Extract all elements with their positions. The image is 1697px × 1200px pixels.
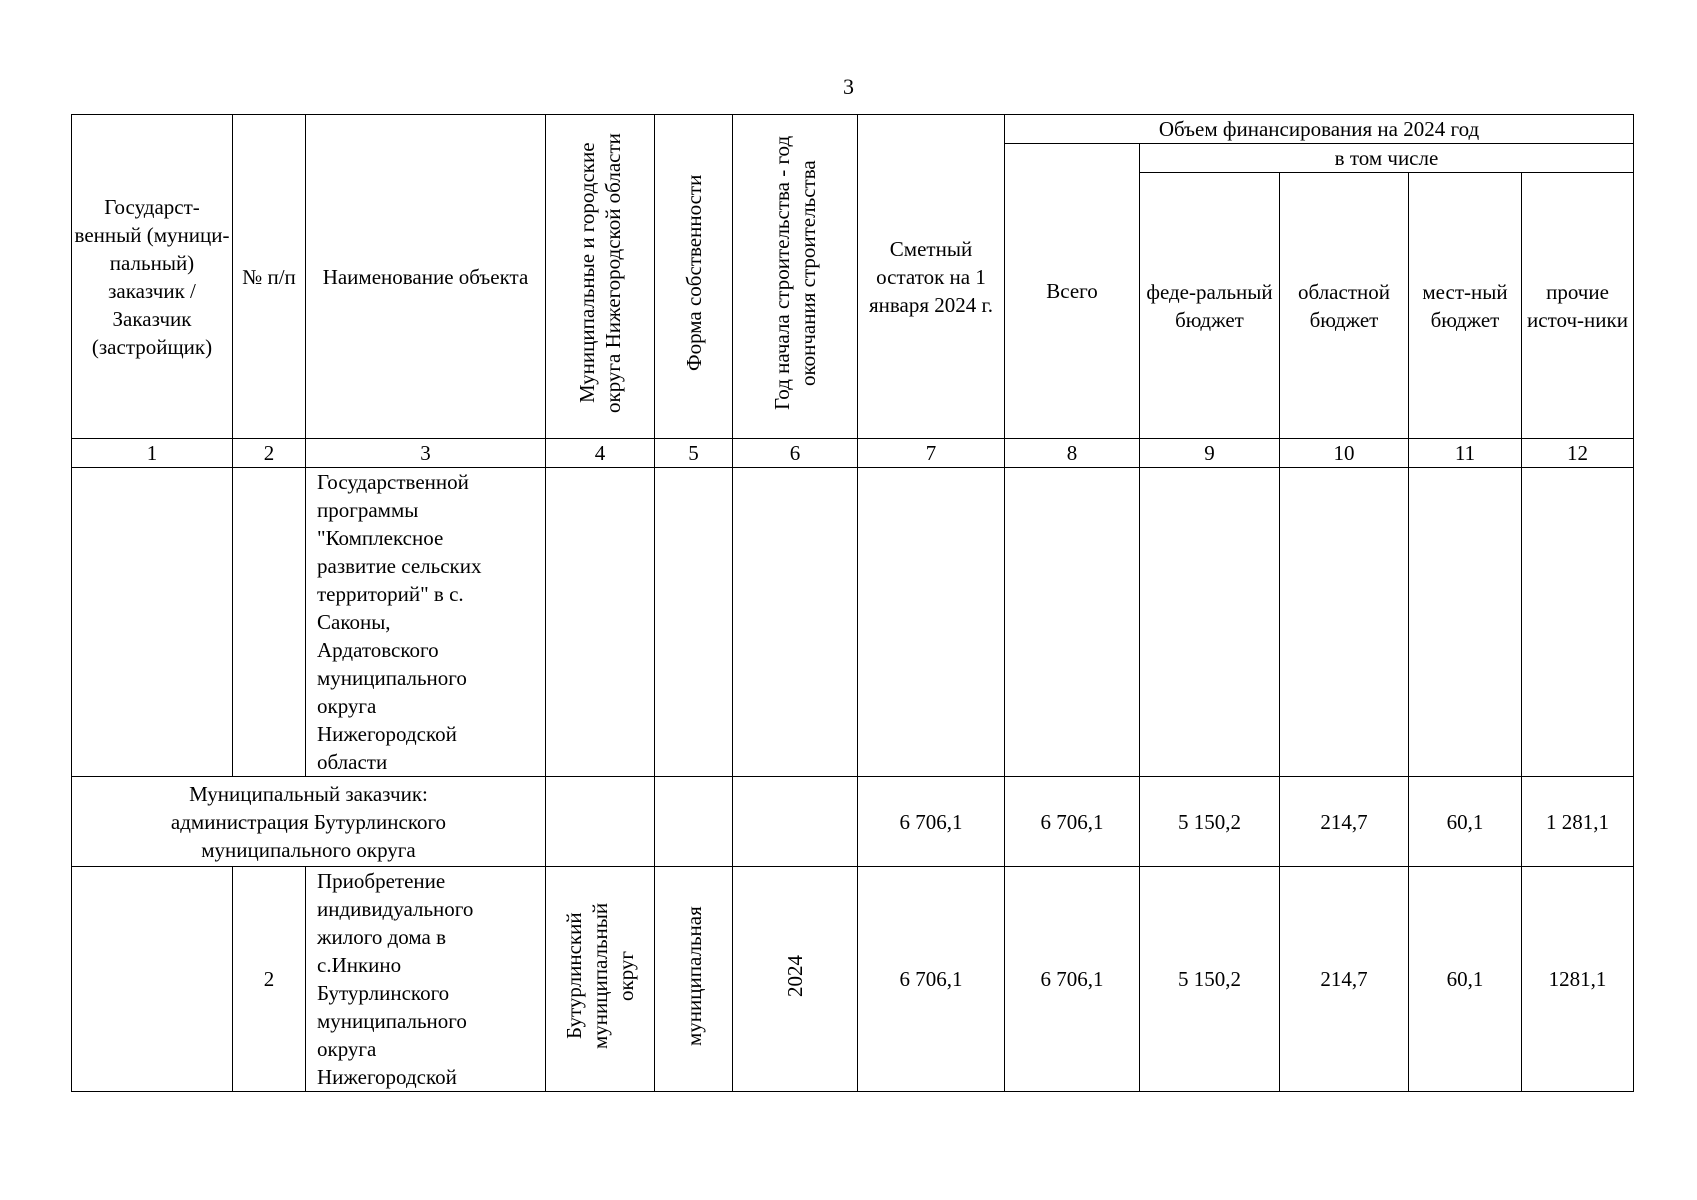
object-total: 6 706,1: [1005, 867, 1140, 1092]
table-row-object: [72, 867, 1634, 1092]
column-number: 4: [546, 439, 655, 468]
header-local: мест-ный бюджет: [1409, 173, 1522, 439]
header-years: Год начала строительства - год окончания строительства: [733, 115, 858, 439]
header-federal: феде-ральный бюджет: [1140, 173, 1280, 439]
header-estimated-balance: Сметный остаток на 1 января 2024 г.: [858, 115, 1005, 439]
column-number: 3: [306, 439, 546, 468]
column-number: 9: [1140, 439, 1280, 468]
customer-estimated-balance: 6 706,1: [858, 777, 1005, 867]
column-number: 10: [1280, 439, 1409, 468]
customer-local: 60,1: [1409, 777, 1522, 867]
header-other: прочие источ-ники: [1522, 173, 1634, 439]
header-total: Всего: [1005, 144, 1140, 439]
column-number: 12: [1522, 439, 1634, 468]
header-financing-group: Объем финансирования на 2024 год: [1005, 115, 1634, 144]
object-district: Бутурлинский муниципальный округ: [546, 867, 655, 1092]
header-districts: Муниципальные и городские округа Нижегородской области: [546, 115, 655, 439]
customer-total: 6 706,1: [1005, 777, 1140, 867]
table-row-customer: [72, 777, 1634, 867]
object-regional: 214,7: [1280, 867, 1409, 1092]
column-number: 2: [233, 439, 306, 468]
column-number: 8: [1005, 439, 1140, 468]
header-regional: областной бюджет: [1280, 173, 1409, 439]
object-local: 60,1: [1409, 867, 1522, 1092]
column-number: 5: [655, 439, 733, 468]
customer-federal: 5 150,2: [1140, 777, 1280, 867]
table-row-continuation: [72, 468, 1634, 777]
header-including-group: в том числе: [1140, 144, 1634, 173]
object-other: 1281,1: [1522, 867, 1634, 1092]
object-estimated-balance: 6 706,1: [858, 867, 1005, 1092]
object-ownership: муниципальная: [655, 867, 733, 1092]
header-ownership: Форма собственности: [655, 115, 733, 439]
column-number: 6: [733, 439, 858, 468]
object-years: 2024: [733, 867, 858, 1092]
financing-table: [71, 114, 1634, 1092]
column-number-row: [72, 439, 1634, 468]
object-federal: 5 150,2: [1140, 867, 1280, 1092]
customer-other: 1 281,1: [1522, 777, 1634, 867]
column-number: 1: [72, 439, 233, 468]
customer-name: Муниципальный заказчик: администрация Бутурлинского муниципального округа: [72, 777, 546, 867]
object-name-continuation: Государственной программы "Комплексное развитие сельских территорий" в с. Саконы, Ардатовского муниципального округа Нижегородской области: [306, 468, 546, 777]
page-number: 3: [843, 74, 854, 99]
object-name: Приобретение индивидуального жилого дома в с.Инкино Бутурлинского муниципального округа Нижегородской: [306, 867, 546, 1092]
header-object-name: Наименование объекта: [306, 115, 546, 439]
customer-regional: 214,7: [1280, 777, 1409, 867]
object-number: 2: [233, 867, 306, 1092]
column-number: 11: [1409, 439, 1522, 468]
column-number: 7: [858, 439, 1005, 468]
header-number: № п/п: [233, 115, 306, 439]
header-customer: Государст-венный (муници-пальный) заказчик / Заказчик (застройщик): [72, 115, 233, 439]
